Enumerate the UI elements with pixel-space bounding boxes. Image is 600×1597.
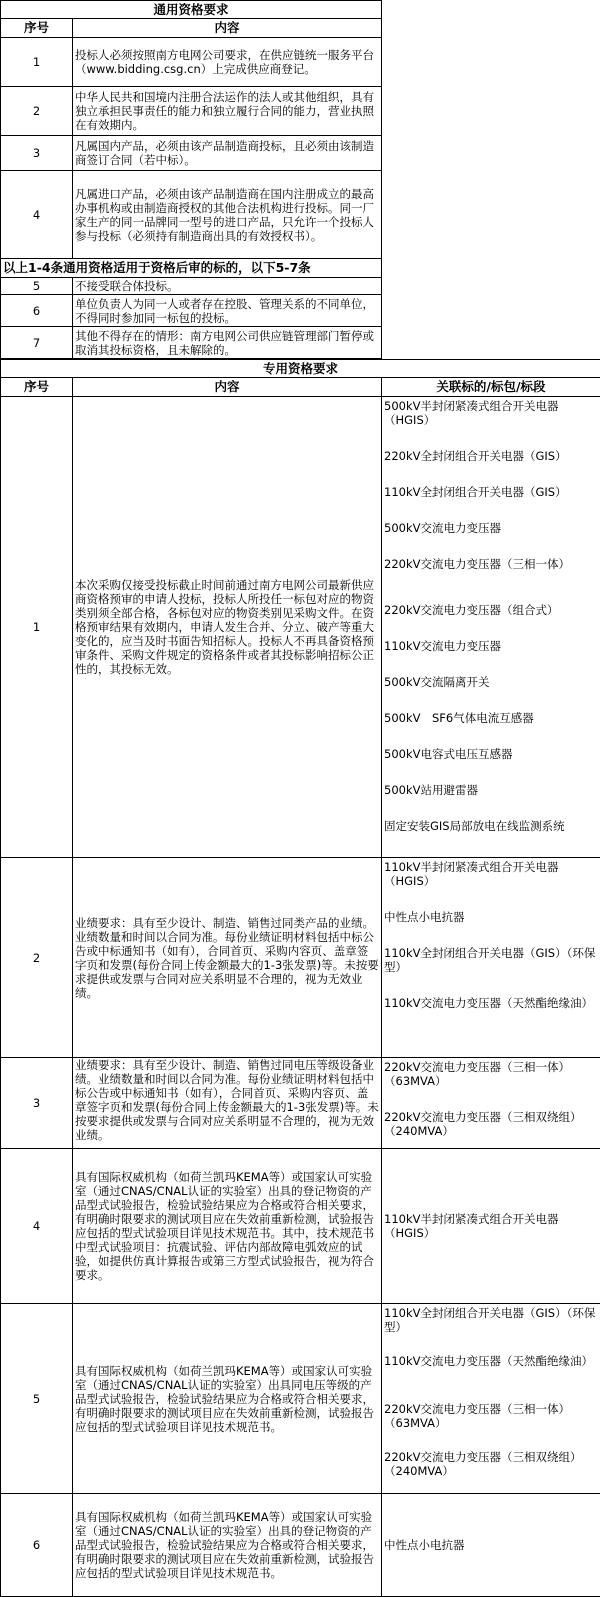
row-no: 5 xyxy=(1,278,73,295)
row-content: 投标人必须按照南方电网公司要求，在供应链统一服务平台（www.bidding.csg.cn）上完成供应商登记。 xyxy=(73,38,382,87)
row-content-text: 业绩要求：具有至少设计、制造、销售过同电压等级设备业绩。业绩数量和时间以合同为准。每份业绩证明材料包括中标公告或中标通知书（如有），合同首页、采购内容页、盖章签字页和发票(每份合同上传金额最大的1-3张发票)等。未按要求提供或发票与合同对应关系明显不合理的，视为无效业绩。 xyxy=(75,1058,379,1148)
special-title: 专用资格要求 xyxy=(1,360,600,378)
general-qualification-table xyxy=(0,0,382,359)
row-no: 2 xyxy=(1,858,73,1058)
row-lots xyxy=(382,1149,600,1304)
general-col-content: 内容 xyxy=(73,19,382,38)
row-lots xyxy=(382,1494,600,1597)
row-no: 7 xyxy=(1,327,73,359)
table-row xyxy=(1,87,382,136)
row-content: 具有国际权威机构（如荷兰凯玛KEMA等）或国家认可实验室（通过CNAS/CNAL认证的实验室）出具同电压等级的产品型式试验报告，检验试验结果应为合格或符合相关要求，有明确时限要求的测试项目应在失效前重新检测，试验报告应包括的型式试验项目详见技术规范书。 xyxy=(73,1304,382,1494)
lot-item: 固定安装GIS局部放电在线监测系统 xyxy=(384,819,598,833)
row-content: 业绩要求：具有至少设计、制造、销售过同类产品的业绩。业绩数量和时间以合同为准。每份业绩证明材料包括中标公告或中标通知书（如有），合同首页、采购内容页、盖章签字页和发票(每份合同上传金额最大的1-3张发票)等。未按要求提供或发票与合同对应关系明显不合理的，视为无效业绩。 xyxy=(73,858,382,1058)
special-qualification-table xyxy=(0,359,600,1597)
lot-item: 500kV电容式电压互感器 xyxy=(384,747,598,783)
table-row xyxy=(1,136,382,171)
row-no: 4 xyxy=(1,171,73,259)
table-row xyxy=(1,858,600,1058)
lot-item: 500kV半封闭紧凑式组合开关电器（HGIS） xyxy=(384,399,598,449)
special-col-no: 序号 xyxy=(1,378,73,397)
lot-item: 500kV SF6气体电流互感器 xyxy=(384,711,598,747)
table-row xyxy=(1,171,382,259)
row-content: 不接受联合体投标。 xyxy=(73,278,382,295)
row-no: 3 xyxy=(1,136,73,171)
row-no: 5 xyxy=(1,1304,73,1494)
row-content: 凡属国内产品，必须由该产品制造商投标，且必须由该制造商签订合同（若中标）。 xyxy=(73,136,382,171)
row-content xyxy=(73,1058,382,1149)
lot-item: 220kV交流电力变压器（三相双绕组）（240MVA） xyxy=(384,1450,598,1478)
row-content: 其他不得存在的情形：南方电网公司供应链管理部门暂停或取消其投标资格，且未解除的。 xyxy=(73,327,382,359)
table-row xyxy=(1,327,382,359)
general-note: 以上1-4条通用资格适用于资格后审的标的，以下5-7条 xyxy=(1,259,382,278)
table-row xyxy=(1,295,382,327)
row-content: 单位负责人为同一人或者存在控股、管理关系的不同单位，不得同时参加同一标包的投标。 xyxy=(73,295,382,327)
row-no: 4 xyxy=(1,1149,73,1304)
row-lots xyxy=(382,858,600,1058)
table-row xyxy=(1,278,382,295)
lot-item: 500kV站用避雷器 xyxy=(384,783,598,819)
lot-item: 110kV半封闭紧凑式组合开关电器（HGIS） xyxy=(384,860,598,910)
row-no: 2 xyxy=(1,87,73,136)
table-row xyxy=(1,1494,600,1597)
general-col-no: 序号 xyxy=(1,19,73,38)
row-content: 本次采购仅接受投标截止时间前通过南方电网公司最新供应商资格预审的申请人投标，投标人所投任一标包对应的物资类别须全部合格，各标包对应的物资类别见采购文件。在资格预审结果有效期内，申请人发生合并、分立、破产等重大变化的，应当及时书面告知招标人。投标人不再具备资格预审条件、采购文件规定的资格条件或者其投标影响招标公正性的，其投标无效。 xyxy=(73,397,382,858)
general-title: 通用资格要求 xyxy=(1,1,382,19)
special-col-content: 内容 xyxy=(73,378,382,397)
lot-item: 110kV全封闭组合开关电器（GIS）（环保型） xyxy=(384,1306,598,1354)
lot-item: 500kV交流电力变压器 xyxy=(384,521,598,557)
row-lots xyxy=(382,1304,600,1494)
lot-item: 110kV全封闭组合开关电器（GIS）（环保型） xyxy=(384,946,598,996)
table-row xyxy=(1,397,600,858)
row-lots xyxy=(382,1058,600,1149)
row-no: 1 xyxy=(1,397,73,858)
row-no: 3 xyxy=(1,1058,73,1149)
table-row xyxy=(1,38,382,87)
row-lots xyxy=(382,397,600,858)
lot-item: 110kV交流电力变压器（天然酯绝缘油） xyxy=(384,1354,598,1402)
lot-item: 110kV全封闭组合开关电器（GIS） xyxy=(384,485,598,521)
lot-item: 220kV交流电力变压器（三相双绕组）（240MVA） xyxy=(384,1110,598,1138)
table-row xyxy=(1,1058,600,1149)
row-content: 具有国际权威机构（如荷兰凯玛KEMA等）或国家认可实验室（通过CNAS/CNAL认证的实验室）出具的登记物资的产品型式试验报告，检验试验结果应为合格或符合相关要求，有明确时限要求的测试项目应在失效前重新检测，试验报告应包括的型式试验项目详见技术规范书。 xyxy=(73,1494,382,1597)
lot-item: 110kV半封闭紧凑式组合开关电器（HGIS） xyxy=(384,1212,598,1240)
row-no: 6 xyxy=(1,1494,73,1597)
lot-item: 110kV交流电力变压器（天然酯绝缘油） xyxy=(384,996,598,1010)
lot-item: 220kV交流电力变压器（三相一体）（63MVA） xyxy=(384,1060,598,1110)
lot-item: 中性点小电抗器 xyxy=(384,1538,598,1552)
lot-item: 220kV交流电力变压器（三相一体）（63MVA） xyxy=(384,1402,598,1450)
table-row xyxy=(1,1304,600,1494)
table-row xyxy=(1,1149,600,1304)
lot-item: 220kV交流电力变压器（组合式） xyxy=(384,603,598,639)
lot-item: 500kV交流隔离开关 xyxy=(384,675,598,711)
lot-item: 220kV全封闭组合开关电器（GIS） xyxy=(384,449,598,485)
row-content: 具有国际权威机构（如荷兰凯玛KEMA等）或国家认可实验室（通过CNAS/CNAL认证的实验室）出具的登记物资的产品型式试验报告，检验试验结果应为合格或符合相关要求，有明确时限要求的测试项目应在失效前重新检测，试验报告应包括的型式试验项目详见技术规范书。其中，技术规范书中型式试验项目：抗震试验、评估内部故障电弧效应的试验，如提供仿真计算报告或第三方型式试验报告，视为符合要求。 xyxy=(73,1149,382,1304)
lot-item: 220kV交流电力变压器（三相一体） xyxy=(384,557,598,603)
row-no: 6 xyxy=(1,295,73,327)
special-col-lots: 关联标的/标包/标段 xyxy=(382,378,600,397)
row-no: 1 xyxy=(1,38,73,87)
row-content: 中华人民共和国境内注册合法运作的法人或其他组织，具有独立承担民事责任的能力和独立履行合同的能力，营业执照在有效期内。 xyxy=(73,87,382,136)
lot-item: 中性点小电抗器 xyxy=(384,910,598,946)
lot-item: 110kV交流电力变压器 xyxy=(384,639,598,675)
row-content: 凡属进口产品，必须由该产品制造商在国内注册成立的最高办事机构或由制造商授权的其他合法机构进行投标。同一厂家生产的同一品牌同一型号的进口产品，只允许一个投标人参与投标（必须持有制造商出具的有效授权书）。 xyxy=(73,171,382,259)
